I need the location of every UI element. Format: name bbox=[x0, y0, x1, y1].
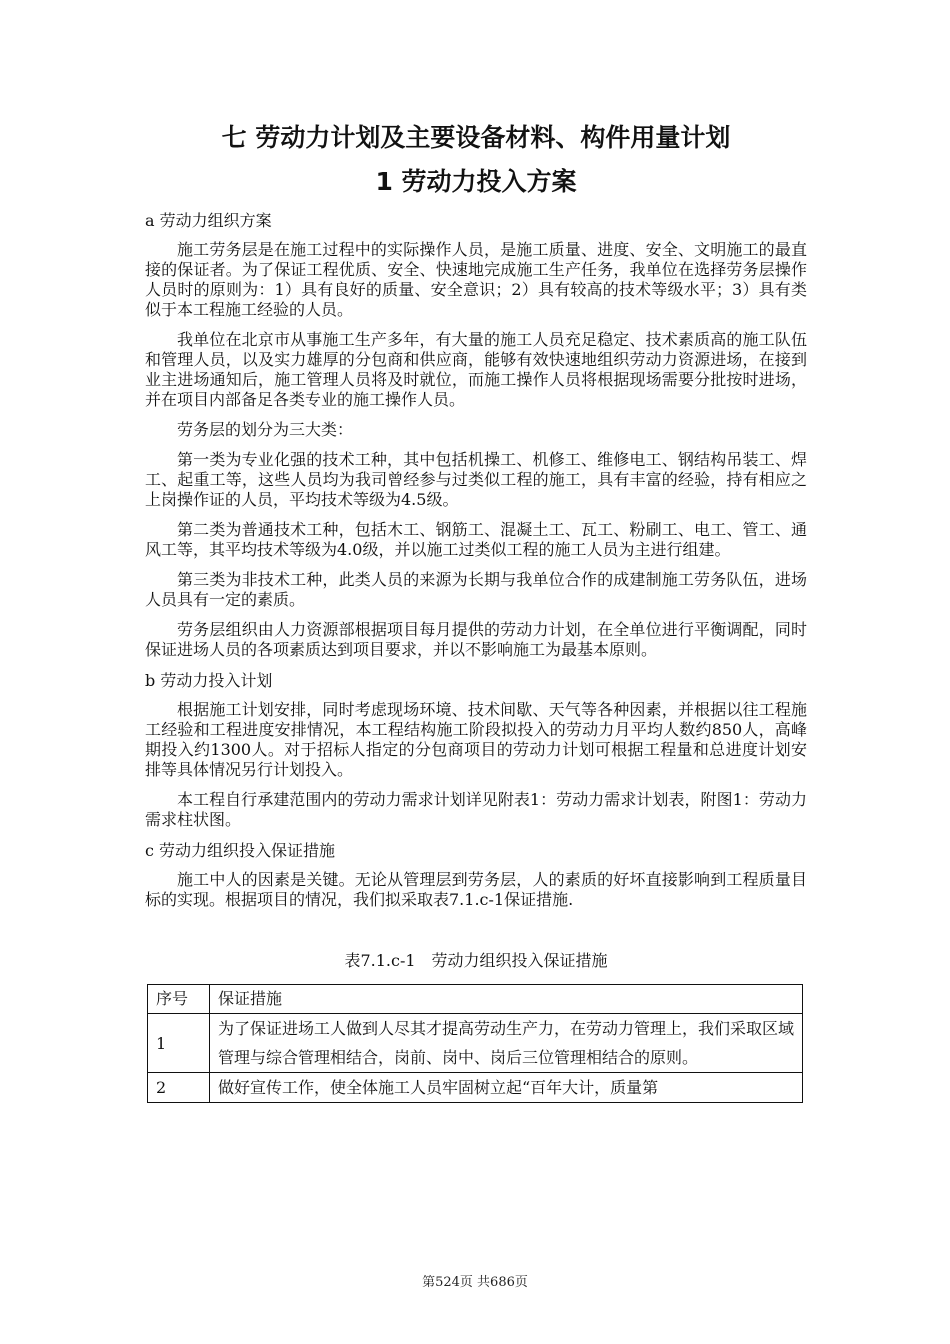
paragraph: 第一类为专业化强的技术工种，其中包括机操工、机修工、维修电工、钢结构吊装工、焊工、起重工等，这些人员均为我司曾经参与过类似工程的施工，具有丰富的经验，持有相应之上岗操作证的人员，平均技术等级为4.5级。 bbox=[145, 450, 807, 509]
table-row bbox=[148, 1073, 803, 1103]
document-subtitle: 1 劳动力投入方案 bbox=[375, 167, 577, 196]
section-heading-c: c 劳动力组织投入保证措施 bbox=[145, 841, 336, 860]
cell-index: 2 bbox=[148, 1073, 210, 1103]
document-page bbox=[145, 118, 807, 1103]
cell-measure: 做好宣传工作，使全体施工人员牢固树立起“百年大计，质量第 bbox=[210, 1073, 803, 1103]
paragraph: 第三类为非技术工种，此类人员的来源为长期与我单位合作的成建制施工劳务队伍，进场人员具有一定的素质。 bbox=[145, 570, 807, 609]
header-cell-measure: 保证措施 bbox=[210, 985, 803, 1014]
section-heading-a: a 劳动力组织方案 bbox=[145, 211, 272, 230]
paragraph: 劳务层组织由人力资源部根据项目每月提供的劳动力计划，在全单位进行平衡调配，同时保证进场人员的各项素质达到项目要求，并以不影响施工为最基本原则。 bbox=[145, 620, 807, 659]
measures-table bbox=[147, 984, 803, 1103]
paragraph: 根据施工计划安排，同时考虑现场环境、技术间歇、天气等各种因素，并根据以往工程施工经验和工程进度安排情况，本工程结构施工阶段拟投入的劳动力月平均人数约850人，高峰期投入约1300人。对于招标人指定的分包商项目的劳动力计划可根据工程量和总进度计划安排等具体情况另行计划投入。 bbox=[145, 700, 807, 779]
table-header-row bbox=[148, 985, 803, 1014]
page-footer: 第524页 共686页 bbox=[422, 1275, 528, 1290]
paragraph: 施工劳务层是在施工过程中的实际操作人员，是施工质量、进度、安全、文明施工的最直接的保证者。为了保证工程优质、安全、快速地完成施工生产任务，我单位在选择劳务层操作人员时的原则为：1）具有良好的质量、安全意识；2）具有较高的技术等级水平；3）具有类似于本工程施工经验的人员。 bbox=[145, 240, 807, 319]
paragraph: 施工中人的因素是关键。无论从管理层到劳务层，人的素质的好坏直接影响到工程质量目标的实现。根据项目的情况，我们拟采取表7.1.c-1保证措施. bbox=[145, 870, 807, 909]
paragraph: 本工程自行承建范围内的劳动力需求计划详见附表1：劳动力需求计划表，附图1：劳动力需求柱状图。 bbox=[145, 790, 807, 829]
paragraph: 我单位在北京市从事施工生产多年，有大量的施工人员充足稳定、技术素质高的施工队伍和管理人员，以及实力雄厚的分包商和供应商，能够有效快速地组织劳动力资源进场，在接到业主进场通知后，施工管理人员将及时就位，而施工操作人员将根据现场需要分批按时进场，并在项目内部备足各类专业的施工操作人员。 bbox=[145, 330, 807, 409]
section-heading-b: b 劳动力投入计划 bbox=[145, 671, 273, 690]
cell-measure: 为了保证进场工人做到人尽其才提高劳动生产力，在劳动力管理上，我们采取区域管理与综合管理相结合，岗前、岗中、岗后三位管理相结合的原则。 bbox=[210, 1014, 803, 1073]
table-caption: 表7.1.c-1 劳动力组织投入保证措施 bbox=[344, 951, 608, 970]
document-title: 七 劳动力计划及主要设备材料、构件用量计划 bbox=[221, 123, 731, 152]
cell-index: 1 bbox=[148, 1014, 210, 1073]
table-row bbox=[148, 1014, 803, 1073]
paragraph: 劳务层的划分为三大类： bbox=[177, 420, 354, 439]
paragraph: 第二类为普通技术工种，包括木工、钢筋工、混凝土工、瓦工、粉刷工、电工、管工、通风工等，其平均技术等级为4.0级，并以施工过类似工程的施工人员为主进行组建。 bbox=[145, 520, 807, 559]
header-cell-index: 序号 bbox=[148, 985, 210, 1014]
